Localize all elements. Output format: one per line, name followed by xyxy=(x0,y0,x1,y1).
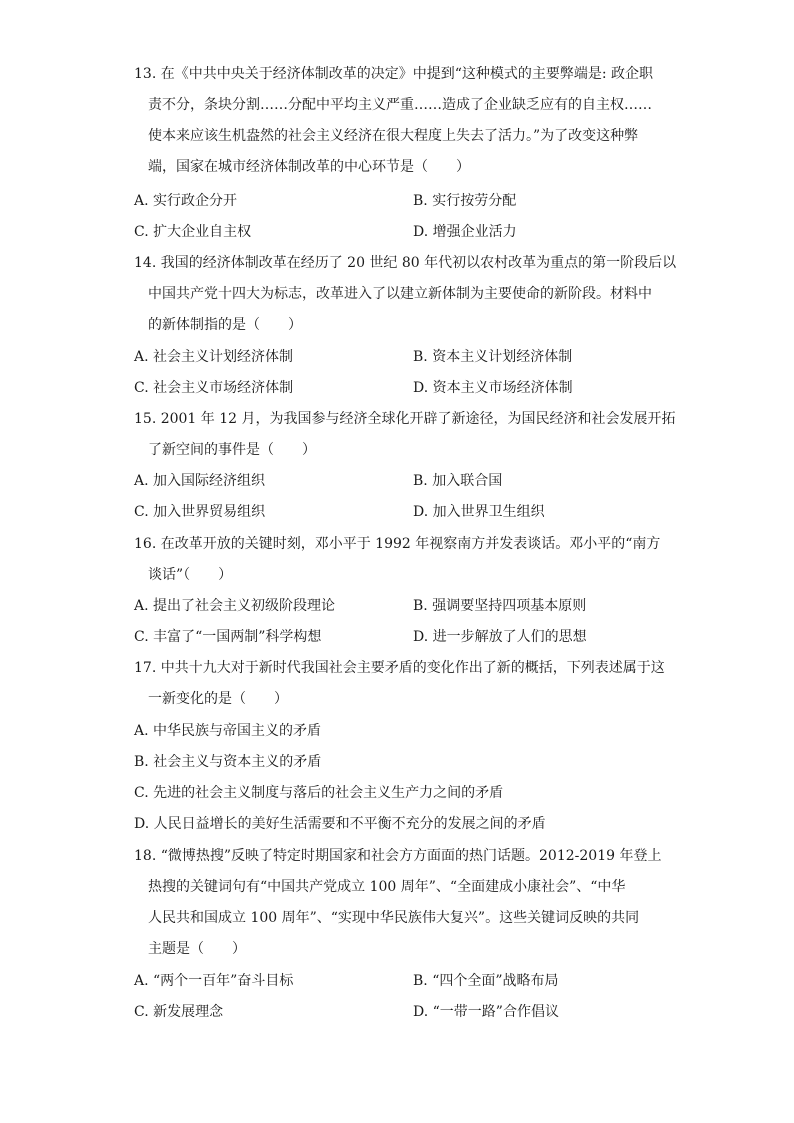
question-15-option-b[interactable]: B. 加入联合国 xyxy=(413,473,503,489)
question-17-options-row-2 xyxy=(134,747,664,778)
question-18-stem-line-1: 18. “微博热搜”反映了特定时期国家和社会方方面面的热门话题。2012-2019 年登上 xyxy=(134,848,662,864)
question-17-option-d[interactable]: D. 人民日益增长的美好生活需要和不平衡不充分的发展之间的矛盾 xyxy=(134,816,546,832)
question-15-option-a[interactable]: A. 加入国际经济组织 xyxy=(134,473,266,489)
question-16-option-c[interactable]: C. 丰富了“一国两制”科学构想 xyxy=(134,629,322,645)
question-17-option-c[interactable]: C. 先进的社会主义制度与落后的社会主义生产力之间的矛盾 xyxy=(134,785,504,801)
question-13-stem-line-3: 使本来应该生机盎然的社会主义经济在很大程度上失去了活力。”为了改变这种弊 xyxy=(148,128,639,144)
question-14-stem-line-3: 的新体制指的是（ ） xyxy=(148,317,302,333)
question-14-stem-line-1: 14. 我国的经济体制改革在经历了 20 世纪 80 年代初以农村改革为重点的第一阶段后以 xyxy=(134,255,677,271)
question-13 xyxy=(134,59,664,183)
question-17-options-row-3 xyxy=(134,778,664,809)
question-15-options-row-1 xyxy=(134,466,664,497)
question-17-option-b[interactable]: B. 社会主义与资本主义的矛盾 xyxy=(134,754,322,770)
question-17-stem-line-1: 17. 中共十九大对于新时代我国社会主要矛盾的变化作出了新的概括，下列表述属于这 xyxy=(134,660,665,676)
question-13-option-c[interactable]: C. 扩大企业自主权 xyxy=(134,224,252,240)
question-18-stem-line-3: 人民共和国成立 100 周年”、“实现中华民族伟大复兴”。这些关键词反映的共同 xyxy=(148,910,640,926)
question-15-stem-line-2: 了新空间的事件是（ ） xyxy=(148,442,316,458)
question-17-option-a[interactable]: A. 中华民族与帝国主义的矛盾 xyxy=(134,723,322,739)
question-15-option-c[interactable]: C. 加入世界贸易组织 xyxy=(134,504,266,520)
question-14-option-b[interactable]: B. 资本主义计划经济体制 xyxy=(413,349,573,365)
question-18-options-row-2 xyxy=(134,997,664,1028)
question-18 xyxy=(134,841,664,965)
question-18-options-row-1 xyxy=(134,966,664,997)
question-16-option-d[interactable]: D. 进一步解放了人们的思想 xyxy=(413,629,587,645)
question-15-option-d[interactable]: D. 加入世界卫生组织 xyxy=(413,504,545,520)
question-16-options-row-2 xyxy=(134,622,664,653)
question-17-stem-line-2: 一新变化的是（ ） xyxy=(148,691,288,707)
question-14-stem-line-2: 中国共产党十四大为标志，改革进入了以建立新体制为主要使命的新阶段。材料中 xyxy=(148,286,652,302)
question-14-option-d[interactable]: D. 资本主义市场经济体制 xyxy=(413,380,573,396)
question-13-option-a[interactable]: A. 实行政企分开 xyxy=(134,193,238,209)
question-14-option-a[interactable]: A. 社会主义计划经济体制 xyxy=(134,349,294,365)
question-15-stem-line-1: 15. 2001 年 12 月，为我国参与经济全球化开辟了新途径，为国民经济和社会发展开拓 xyxy=(134,411,676,427)
question-16-stem-line-2: 谈话”（ ） xyxy=(148,567,233,583)
question-14-option-c[interactable]: C. 社会主义市场经济体制 xyxy=(134,380,294,396)
question-16 xyxy=(134,529,664,591)
question-17-options-row-1 xyxy=(134,716,664,747)
question-13-stem-line-1: 13. 在《中共中央关于经济体制改革的决定》中提到“这种模式的主要弊端是: 政企职 xyxy=(134,66,654,82)
question-18-option-a[interactable]: A. “两个一百年”奋斗目标 xyxy=(134,973,294,989)
question-17-options-row-4 xyxy=(134,809,664,840)
question-18-stem-line-4: 主题是（ ） xyxy=(148,941,246,957)
question-17 xyxy=(134,653,664,715)
question-18-option-c[interactable]: C. 新发展理念 xyxy=(134,1004,224,1020)
question-13-options-row-2 xyxy=(134,217,664,248)
question-18-option-b[interactable]: B. “四个全面”战略布局 xyxy=(413,973,559,989)
question-14 xyxy=(134,248,677,341)
question-16-option-a[interactable]: A. 提出了社会主义初级阶段理论 xyxy=(134,598,336,614)
question-14-options-row-2 xyxy=(134,373,664,404)
question-13-option-b[interactable]: B. 实行按劳分配 xyxy=(413,193,517,209)
question-16-stem-line-1: 16. 在改革开放的关键时刻，邓小平于 1992 年视察南方并发表谈话。邓小平的“南方 xyxy=(134,536,661,552)
question-16-option-b[interactable]: B. 强调要坚持四项基本原则 xyxy=(413,598,587,614)
question-18-stem-line-2: 热搜的关键词句有“中国共产党成立 100 周年”、“全面建成小康社会”、“中华 xyxy=(148,879,626,895)
question-13-stem-line-2: 责不分，条块分割……分配中平均主义严重……造成了企业缺乏应有的自主权…… xyxy=(148,97,652,113)
question-14-options-row-1 xyxy=(134,342,664,373)
question-15-options-row-2 xyxy=(134,497,664,528)
question-15 xyxy=(134,404,676,466)
question-18-option-d[interactable]: D. “一带一路”合作倡议 xyxy=(413,1004,559,1020)
question-16-options-row-1 xyxy=(134,591,664,622)
question-13-stem-line-4: 端，国家在城市经济体制改革的中心环节是（ ） xyxy=(148,159,470,175)
question-13-options-row-1 xyxy=(134,186,664,217)
question-13-option-d[interactable]: D. 增强企业活力 xyxy=(413,224,517,240)
